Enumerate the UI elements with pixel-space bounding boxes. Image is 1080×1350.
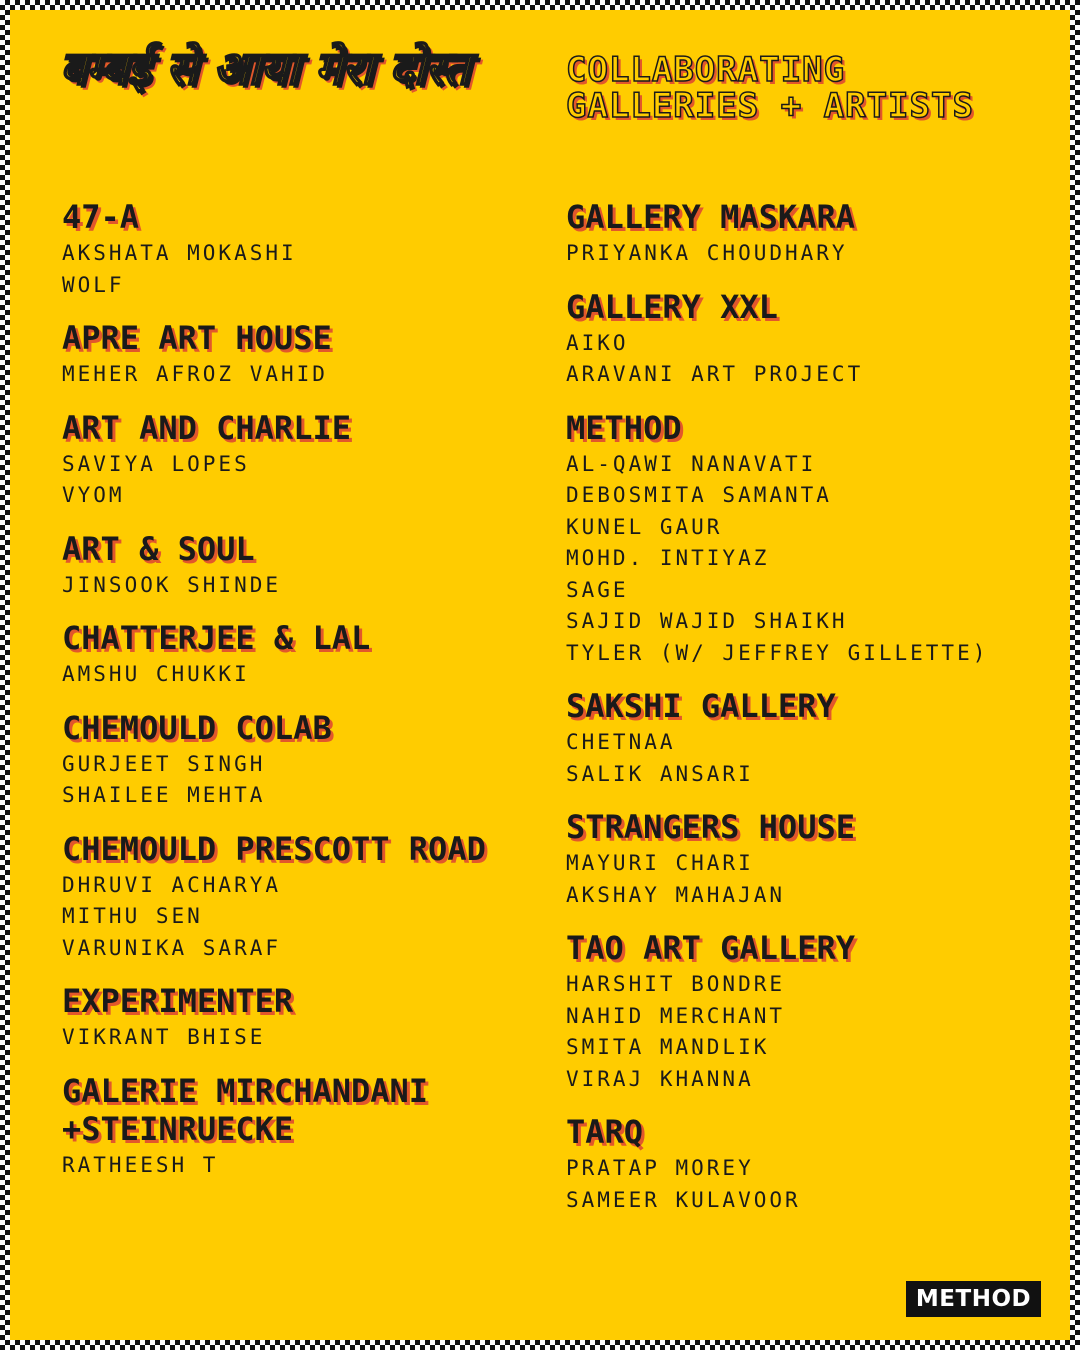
artist-name: AKSHAY MAHAJAN xyxy=(566,882,786,907)
artist-name: PRATAP MOREY xyxy=(566,1156,754,1180)
gallery-name: GALERIE MIRCHANDANI +STEINRUECKE xyxy=(62,1071,429,1148)
gallery-block xyxy=(566,409,1046,670)
artist-name: DEBOSMITA SAMANTA xyxy=(566,483,832,507)
gallery-name: APRE ART HOUSE xyxy=(62,319,332,357)
artist-name: SAGE xyxy=(566,577,629,602)
artist-name: SMITA MANDLIK xyxy=(566,1035,770,1059)
artist-list xyxy=(62,1022,532,1054)
artist-name: WOLF xyxy=(62,272,125,297)
artist-name: MITHU SEN xyxy=(62,904,203,928)
gallery-name: SAKSHI GALLERY xyxy=(566,687,836,725)
method-logo-text: METHOD xyxy=(915,1286,1032,1312)
artist-name: VARUNIKA SARAF xyxy=(62,935,282,960)
right-gallery-column xyxy=(566,198,1046,1234)
gallery-name: 47-A xyxy=(62,198,140,236)
artist-list xyxy=(566,238,1046,270)
artist-list xyxy=(566,328,1046,391)
artist-name: SALIK ANSARI xyxy=(566,761,754,786)
artist-list xyxy=(566,449,1046,670)
artist-list xyxy=(62,870,532,965)
artist-name: VIKRANT BHISE xyxy=(62,1025,266,1049)
gallery-block xyxy=(62,409,532,512)
gallery-block xyxy=(62,830,532,965)
artist-list xyxy=(62,1150,532,1182)
gallery-name: TARQ xyxy=(566,1113,644,1151)
artist-name: ARAVANI ART PROJECT xyxy=(566,362,864,386)
gallery-block xyxy=(566,198,1046,270)
artist-list xyxy=(62,570,532,602)
artist-name: VYOM xyxy=(62,483,125,507)
gallery-block xyxy=(62,198,532,301)
gallery-block xyxy=(62,530,532,602)
artist-name: SAMEER KULAVOOR xyxy=(566,1187,801,1212)
gallery-block xyxy=(566,1113,1046,1216)
artist-list xyxy=(566,969,1046,1095)
gallery-block xyxy=(566,687,1046,790)
artist-name: MEHER AFROZ VAHID xyxy=(62,362,328,386)
artist-name: HARSHIT BONDRE xyxy=(566,972,786,996)
gallery-name: CHEMOULD COLAB xyxy=(62,708,332,747)
artist-name: PRIYANKA CHOUDHARY xyxy=(566,241,848,265)
artist-name: NAHID MERCHANT xyxy=(566,1003,786,1028)
artist-list xyxy=(62,749,532,812)
method-logo xyxy=(906,1281,1041,1317)
artist-list xyxy=(566,1153,1046,1216)
artist-name: SAVIYA LOPES xyxy=(62,451,250,476)
hindi-title: बम्बई से आया मेरा दोस्त xyxy=(60,41,470,95)
gallery-block xyxy=(62,1072,532,1182)
artist-list xyxy=(62,359,532,391)
gallery-name: ART AND CHARLIE xyxy=(62,408,351,447)
gallery-name: ART & SOUL xyxy=(62,529,255,568)
artist-name: CHETNAA xyxy=(566,730,676,754)
gallery-block xyxy=(566,808,1046,911)
gallery-name: CHEMOULD PRESCOTT ROAD xyxy=(62,829,486,868)
gallery-name: STRANGERS HOUSE xyxy=(566,808,855,846)
gallery-name: TAO ART GALLERY xyxy=(566,929,855,967)
artist-name: AL-QAWI NANAVATI xyxy=(566,451,817,476)
gallery-name: GALLERY MASKARA xyxy=(566,198,855,236)
artist-name: VIRAJ KHANNA xyxy=(566,1066,754,1091)
artist-name: TYLER (W/ JEFFREY GILLETTE) xyxy=(566,640,989,665)
artist-name: RATHEESH T xyxy=(62,1152,219,1177)
artist-name: AIKO xyxy=(566,330,629,355)
gallery-block xyxy=(62,319,532,391)
gallery-name: EXPERIMENTER xyxy=(62,982,294,1020)
artist-name: SAJID WAJID SHAIKH xyxy=(566,609,848,633)
gallery-block xyxy=(566,288,1046,391)
gallery-block xyxy=(62,982,532,1054)
left-gallery-column xyxy=(62,198,532,1199)
gallery-name: CHATTERJEE & LAL xyxy=(62,619,371,657)
artist-name: MAYURI CHARI xyxy=(566,851,754,875)
artist-list xyxy=(62,238,532,301)
gallery-block xyxy=(566,929,1046,1095)
header-line-1: COLLABORATING xyxy=(566,50,846,90)
header-line-2: GALLERIES + ARTISTS xyxy=(566,86,974,126)
artist-list xyxy=(62,449,532,512)
gallery-name: GALLERY XXL xyxy=(566,287,778,326)
artist-name: SHAILEE MEHTA xyxy=(62,783,266,807)
artist-name: DHRUVI ACHARYA xyxy=(62,872,282,897)
gallery-name: METHOD xyxy=(566,408,682,447)
artist-name: JINSOOK SHINDE xyxy=(62,572,282,597)
artist-list xyxy=(62,659,532,691)
gallery-block xyxy=(62,709,532,812)
artist-name: KUNEL GAUR xyxy=(566,514,723,539)
artist-name: AMSHU CHUKKI xyxy=(62,662,250,686)
artist-name: GURJEET SINGH xyxy=(62,751,266,776)
artist-list xyxy=(566,848,1046,911)
gallery-block xyxy=(62,619,532,691)
artist-name: MOHD. INTIYAZ xyxy=(566,546,770,570)
artist-list xyxy=(566,727,1046,790)
artist-name: AKSHATA MOKASHI xyxy=(62,241,297,265)
collaborating-header xyxy=(566,52,974,124)
